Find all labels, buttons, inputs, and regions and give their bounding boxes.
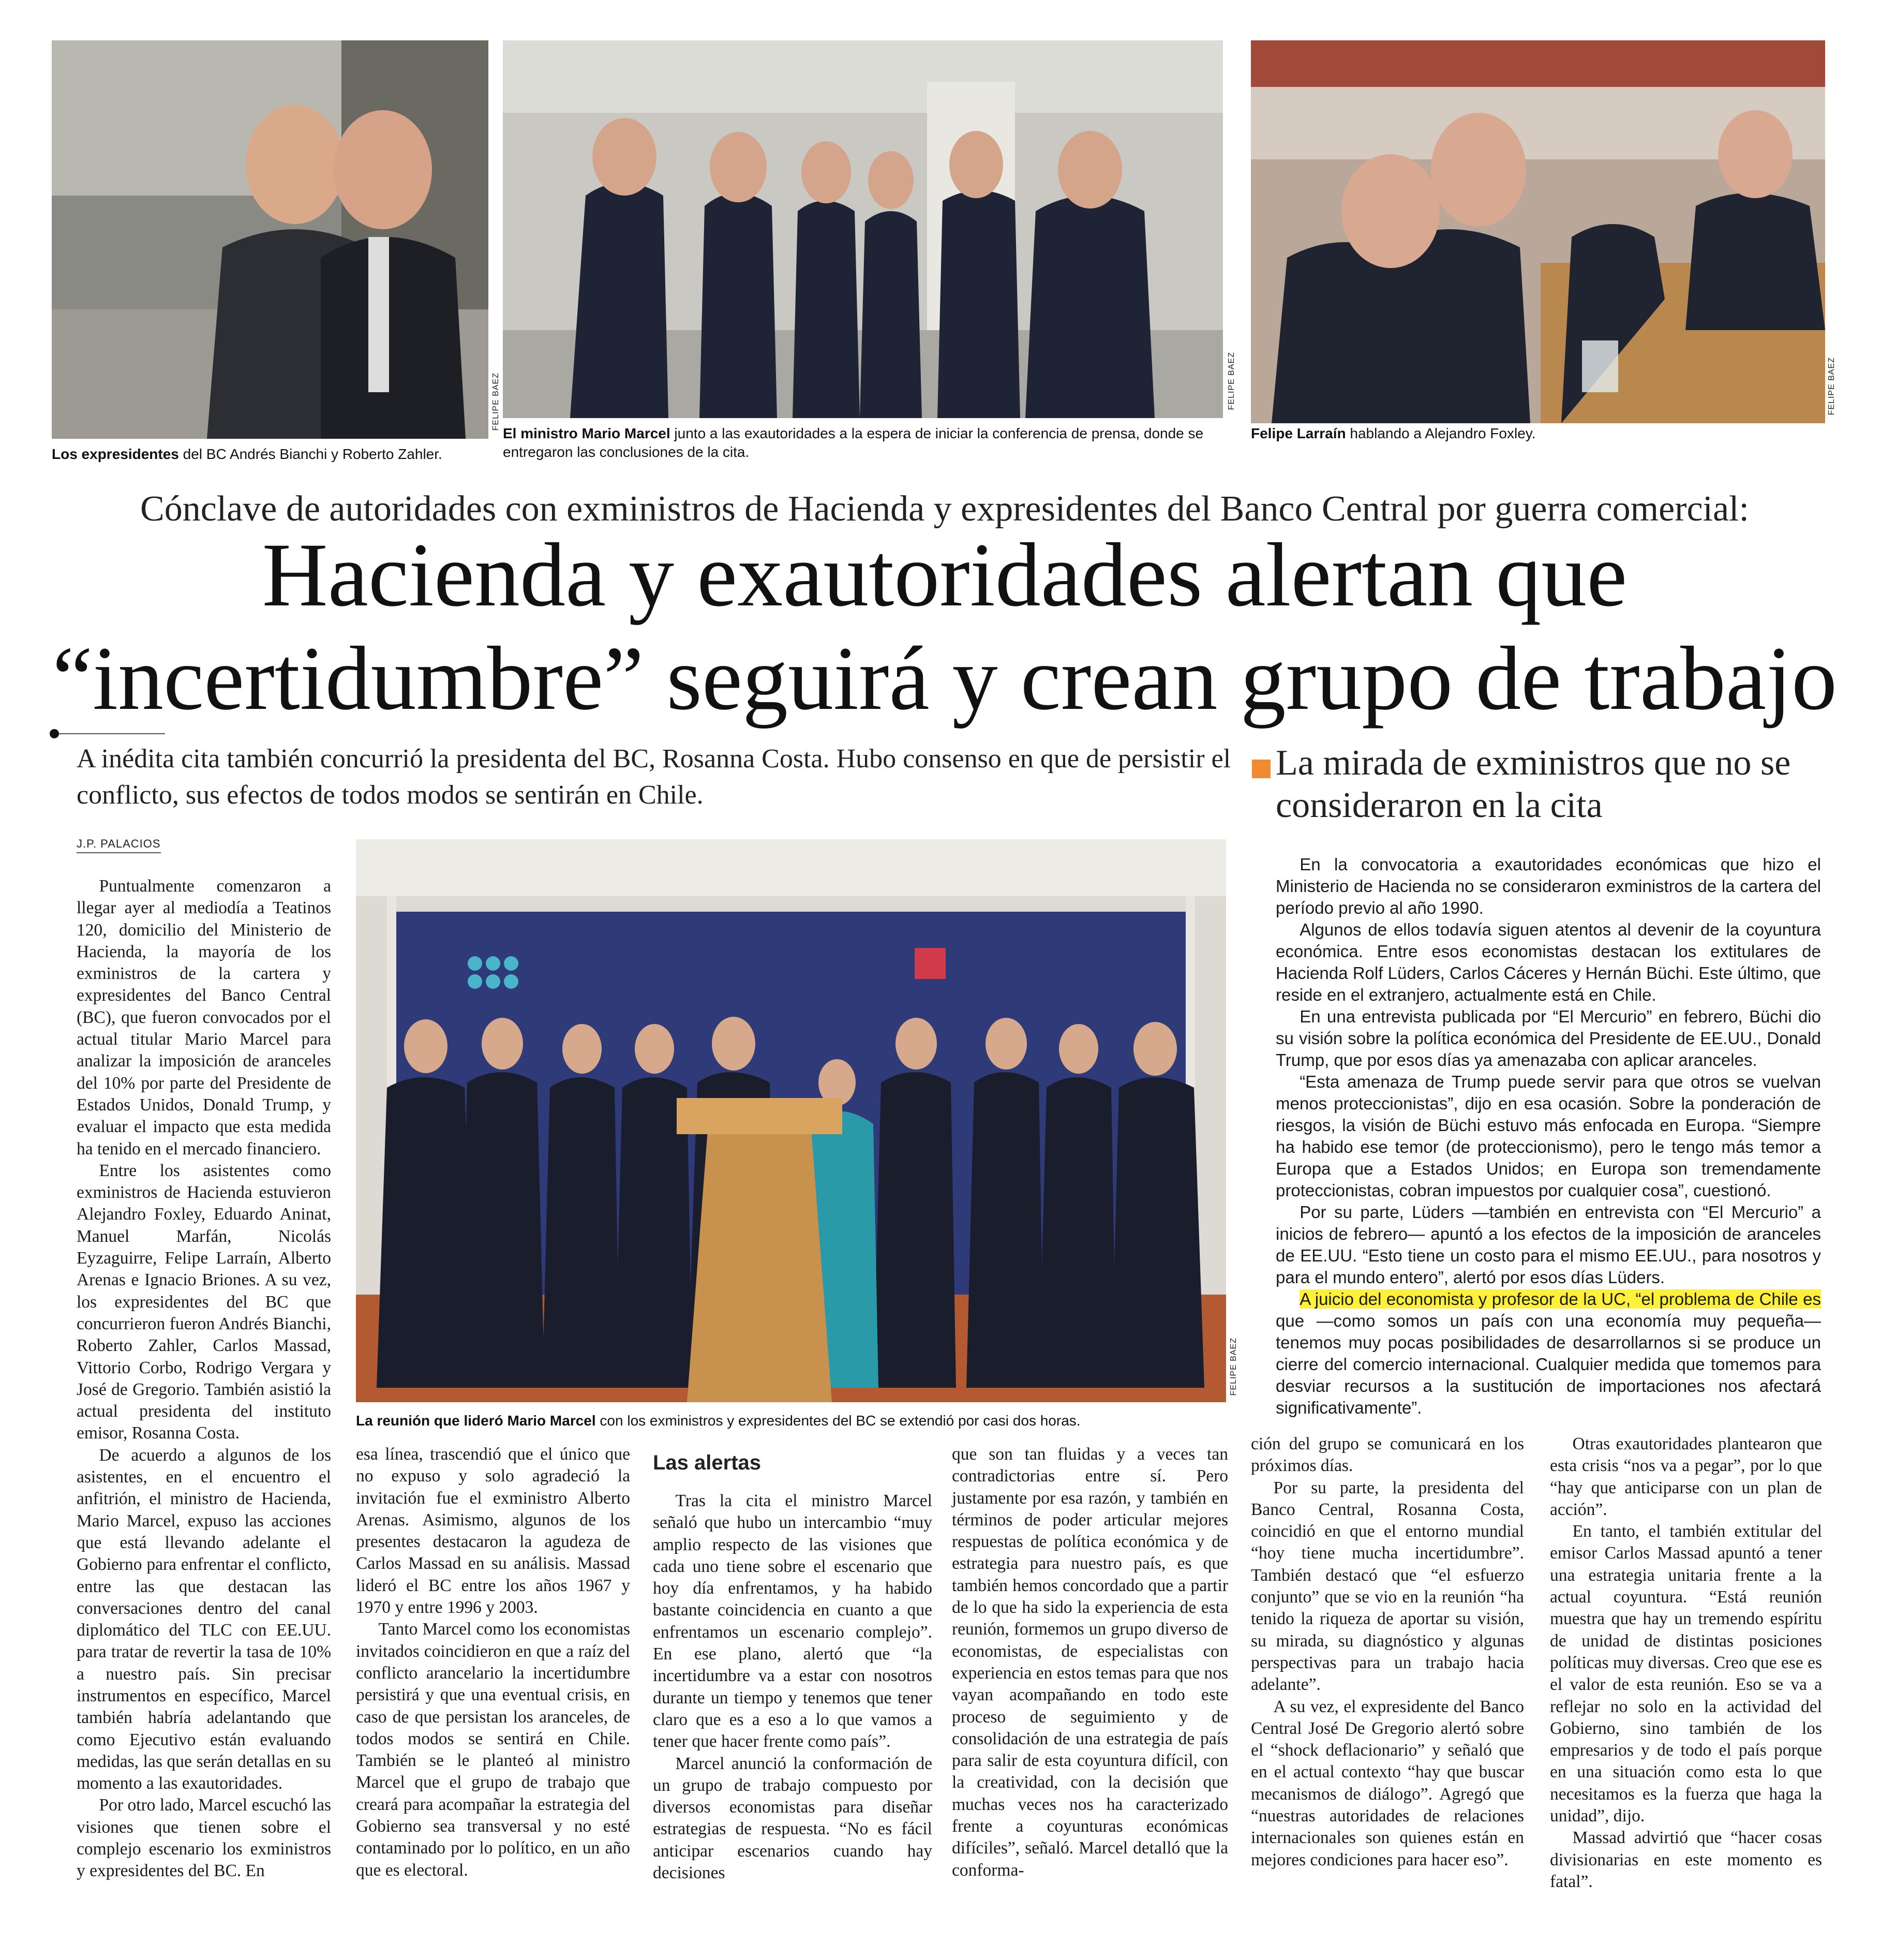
sidebar-title: La mirada de exministros que no se consideraron en la cita (1276, 743, 1791, 825)
photo-credit: FELIPE BAEZ (1229, 1338, 1238, 1396)
lead-paragraph: A inédita cita también concurrió la presidenta del BC, Rosanna Costa. Hubo consenso en que de persistir el conflicto, sus efectos de todos modos se sentirán en Chile. (77, 744, 1231, 810)
body-paragraph: De acuerdo a algunos de los asistentes, en el encuentro el anfitrión, el ministro de Hacienda, Mario Marcel, expuso las acciones que está llevando adelante el Gobierno para enfrentar el conflicto, entre las que destacan las conversaciones dentro del canal diplomático del TLC con EE.UU. para tratar de revertir la tasa de 10% a nuestro país. Sin precisar instrumentos en específico, Marcel también habría adelantando que como Ejecutivo están evaluando medidas, las que serán detallas en su momento a las exautoridades. (77, 1445, 331, 1793)
body-paragraph: A su vez, el expresidente del Banco Central José De Gregorio alertó sobre el “shock deflacionario” y señaló que en el actual contexto “hay que buscar mecanismos de diálogo”. Agregó que “nuestras autoridades de relaciones internacionales son quienes están en mejores condiciones para hacer eso”. (1251, 1697, 1524, 1869)
article-column-6 (1550, 1433, 1822, 1893)
rule-dot (50, 729, 59, 738)
body-paragraph: esa línea, trascendió que el único que no expuso y solo agradeció la invitación fue el exministro Alberto Arenas. Asimismo, algunos de los presentes destacaron la agudeza de Carlos Massad en su análisis. Massad lideró el BC entre los años 1967 y 1970 y entre 1996 y 2003. (356, 1445, 630, 1617)
body-paragraph: Por otro lado, Marcel escuchó las visiones que tienen sobre el complejo escenario los exministros y expresidentes del BC. En (77, 1795, 331, 1881)
caption-bold: El ministro Mario Marcel (503, 425, 670, 441)
photo-credit: FELIPE BAEZ (1827, 357, 1836, 415)
sidebar-paragraph: En una entrevista publicada por “El Mercurio” en febrero, Büchi dio su visión sobre la política económica del Presidente de EE.UU., Donald Trump, que por esos días ya amenazaba con aplicar aranceles. (1276, 1007, 1821, 1070)
body-paragraph: Tras la cita el ministro Marcel señaló que hubo un intercambio “muy amplio respecto de las visiones que cada uno tiene sobre el escenario que hoy día enfrentamos, y ha habido bastante coincidencia en cuanto a que enfrentamos un escenario complejo”. En ese plano, alertó que “la incertidumbre va a estar con nosotros durante un tiempo y tenemos que tener claro que es a eso a lo que vamos a tener que hacer frente como país”. (653, 1491, 932, 1751)
caption-text: hablando a Alejandro Foxley. (1346, 425, 1536, 441)
sidebar-accent-square (1252, 760, 1271, 778)
photo-caption (503, 424, 1227, 462)
section-subhead: Las alertas (653, 1451, 762, 1474)
highlighted-quote: A juicio del economista y profesor de la UC, “el problema de Chile es (1300, 1289, 1821, 1309)
body-paragraph: Massad advirtió que “hacer cosas divisionarias en este momento es fatal”. (1550, 1828, 1822, 1891)
photo-caption (356, 1412, 1230, 1430)
caption-bold: Los expresidentes (52, 446, 179, 462)
headline (50, 524, 1840, 731)
body-paragraph: Entre los asistentes como exministros de Hacienda estuvieron Alejandro Foxley, Eduardo Aninat, Manuel Marfán, Nicolás Eyzaguirre, Felipe Larraín, Alberto Arenas e Ignacio Briones. A su vez, los expresidentes del BC que concurrieron fueron Andrés Bianchi, Roberto Zahler, Carlos Massad, Vittorio Corbo, Rodrigo Vergara y José de Gregorio. También asistió la actual presidenta del instituto emisor, Rosanna Costa. (77, 1161, 331, 1443)
body-paragraph: En tanto, el también extitular del emisor Carlos Massad apuntó a tener una estrategia unitaria frente a la actual coyuntura. “Está reunión muestra que hay un tremendo espíritu de unidad de distintas posiciones políticas muy diversas. Creo que ese es el valor de esta reunión. Eso se va a reflejar no solo en la actividad del Gobierno, sino también de los empresarios y de todo el país porque en una situación como esta lo que necesitamos es la fuerza que haga la unidad”, dijo. (1550, 1522, 1822, 1826)
body-paragraph: que son tan fluidas y a veces tan contradictorias entre sí. Pero justamente por esa razón, y también en términos de poder articular mejores respuestas de política económica y de estrategia para nuestro país, es que también hemos concordado que a partir de lo que ha sido la experiencia de esta reunión, formemos un grupo diverso de economistas, de especialistas con experiencia en estos temas para que nos vayan acompañando en todo este proceso de seguimiento y de consolidación de una estrategia de país para salir de esta coyuntura difícil, con la creatividad, con la decisión que muchas veces nos ha caracterizado frente a coyunturas económicas difíciles”, señaló. Marcel detalló que la conforma- (952, 1445, 1228, 1880)
body-paragraph: Puntualmente comenzaron a llegar ayer al mediodía a Teatinos 120, domicilio del Ministerio de Hacienda, la mayoría de los exministros de la cartera y expresidentes del Banco Central (BC), que fueron convocados por el actual titular Mario Marcel para analizar la imposición de aranceles del 10% por parte del Presidente de Estados Unidos, Donald Trump, y evaluar el impacto que esta medida ha tenido en el mercado financiero. (77, 877, 331, 1159)
article-column-1 (77, 875, 331, 1882)
sidebar-paragraph: “Esta amenaza de Trump puede servir para que otros se vuelvan menos proteccionistas”, dijo en esa ocasión. Sobre la ponderación de riesgos, la visión de Büchi estuvo más enfocada en Europa. “Siempre ha habido ese temor (de proteccionismo), pero le tengo más temor a Europa que a Estados Unidos; en Europa son tremendamente proteccionistas, cobran impuestos por cualquier cosa”, cuestionó. (1276, 1072, 1821, 1200)
sidebar-box (1276, 854, 1821, 1419)
kicker: Cónclave de autoridades con exministros de Hacienda y expresidentes del Banco Central por guerra comercial: (140, 489, 1749, 529)
body-paragraph: Tanto Marcel como los economistas invitados coincidieron en que a raíz del conflicto arancelario la incertidumbre persistirá y que una eventual crisis, en caso de que persistan los aranceles, de todos modos se sentirá en Chile. También se le planteó al ministro Marcel que el grupo de trabajo que creará para acompañar la estrategia del Gobierno sea transversal y no esté contaminado por lo político, en un año que es electoral. (356, 1620, 630, 1880)
photo-marcel-waiting (503, 40, 1223, 418)
caption-text: junto a las exautoridades a la espera de iniciar la conferencia de prensa, donde se entregaron las conclusiones de la cita. (503, 425, 1204, 460)
article-column-2 (356, 1444, 630, 1881)
sidebar-paragraph (1276, 1288, 1821, 1419)
headline-line: Hacienda y exautoridades alertan que (262, 525, 1628, 626)
sidebar-text: que —como somos un país con una economía muy pequeña— tenemos muy pocas posibilidades de desarrollarnos si se produce un cierre del comercio internacional. Cualquier medida que tomemos para desviar recursos a la sustitución de importaciones nos afectará significativamente”. (1276, 1311, 1821, 1417)
sidebar-paragraph: Algunos de ellos todavía siguen atentos al devenir de la coyuntura económica. Entre esos economistas destacan los extitulares de Hacienda Rolf Lüders, Carlos Cáceres y Hernán Büchi. Este último, que reside en el extranjero, actualmente está en Chile. (1276, 920, 1821, 1004)
body-paragraph: Marcel anunció la conformación de un grupo de trabajo compuesto por diversos economistas para diseñar estrategias de respuesta. “No es fácil anticipar escenarios cuando hay decisiones (653, 1754, 932, 1883)
caption-bold: La reunión que lideró Mario Marcel (356, 1413, 596, 1429)
photo-larrain-foxley (1251, 40, 1825, 423)
body-paragraph: Otras exautoridades plantearon que esta crisis “nos va a pegar”, por lo que “hay que anticiparse con un plan de acción”. (1550, 1434, 1822, 1519)
rule-line (59, 733, 165, 734)
photo-credit: FELIPE BAEZ (1227, 352, 1236, 410)
caption-text: del BC Andrés Bianchi y Roberto Zahler. (178, 446, 442, 462)
article-column-3 (653, 1490, 932, 1884)
headline-line: “incertidumbre” seguirá y crean grupo de trabajo (52, 628, 1837, 729)
body-paragraph: Por su parte, la presidenta del Banco Central, Rosanna Costa, coincidió en que el entorno mundial “hoy tiene mucha incertidumbre”. También destacó que “el esfuerzo conjunto” que se vio en la reunión “ha tenido la riqueza de aportar su visión, su mirada, su diagnóstico y algunas perspectivas para un trabajo hacia adelante”. (1251, 1478, 1524, 1695)
photo-main-meeting (356, 839, 1226, 1402)
article-column-4 (952, 1444, 1228, 1881)
photo-caption (1251, 424, 1825, 443)
byline: J.P. PALACIOS (77, 837, 161, 853)
sidebar-paragraph: En la convocatoria a exautoridades económicas que hizo el Ministerio de Hacienda no se consideraron exministros de la cartera del período previo al año 1990. (1276, 855, 1821, 917)
sidebar-paragraph: Por su parte, Lüders —también en entrevista con “El Mercurio” a inicios de febrero— apuntó a los efectos de la imposición de aranceles de EE.UU. “Esto tiene un costo para el mismo EE.UU., para nosotros y para el mundo entero”, alertó por esos días Lüders. (1276, 1202, 1821, 1287)
caption-text: con los exministros y expresidentes del BC se extendió por casi dos horas. (595, 1413, 1081, 1429)
caption-bold: Felipe Larraín (1251, 425, 1346, 441)
photo-credit: FELIPE BAEZ (491, 373, 500, 431)
article-column-5 (1251, 1433, 1524, 1871)
photo-caption (52, 445, 491, 464)
body-paragraph: ción del grupo se comunicará en los próximos días. (1251, 1434, 1524, 1476)
photo-expresidentes (52, 40, 488, 439)
